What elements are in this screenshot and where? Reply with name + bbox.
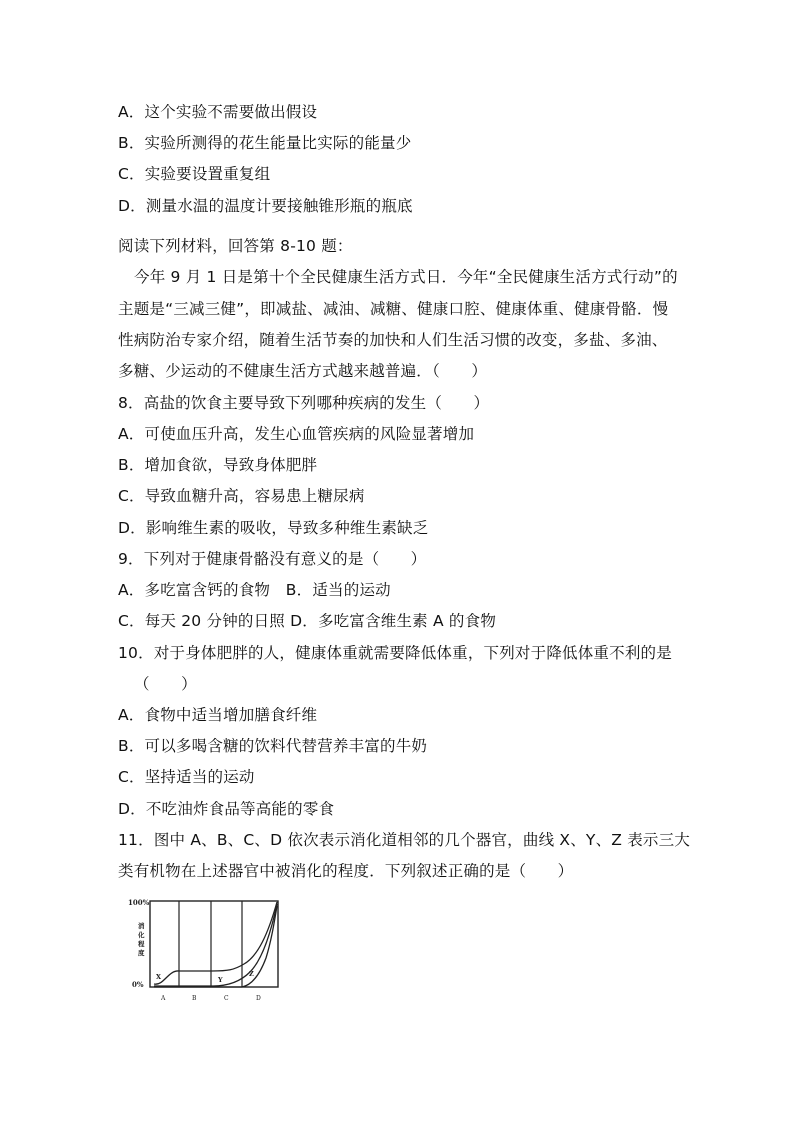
digestion-figure — [128, 894, 288, 1006]
curve-x — [154, 902, 277, 984]
q10-option-a: A．食物中适当增加膳食纤维 — [118, 706, 318, 724]
q8-option-c: C．导致血糖升高，容易患上糖尿病 — [118, 487, 365, 505]
digestion-graph — [128, 894, 288, 1006]
q8-option-d: D．影响维生素的吸收，导致多种维生素缺乏 — [118, 519, 429, 537]
curve-label-y: Y — [218, 976, 223, 984]
y-top-label: 100% — [128, 898, 150, 907]
curve-label-z: Z — [249, 970, 254, 978]
x-label-c: C — [224, 995, 229, 1002]
q10-stem-line-1: 10．对于身体肥胖的人，健康体重就需要降低体重，下列对于降低体重不利的是 — [118, 644, 672, 662]
q10-option-c: C．坚持适当的运动 — [118, 768, 255, 786]
y-axis-title-2: 化 — [138, 931, 145, 939]
material-line-4: 多糖、少运动的不健康生活方式越来越普遍．（ ） — [118, 362, 488, 380]
q10-option-d: D．不吃油炸食品等高能的零食 — [118, 800, 335, 818]
x-label-d: D — [256, 995, 261, 1002]
q9-stem: 9．下列对于健康骨骼没有意义的是（ ） — [118, 550, 427, 568]
q9-options-row-1: A．多吃富含钙的食物 B．适当的运动 — [118, 581, 391, 599]
material-line-3: 性病防治专家介绍，随着生活节奏的加快和人们生活习惯的改变，多盐、多油、 — [118, 331, 668, 349]
q7-option-c: C．实验要设置重复组 — [118, 165, 271, 183]
x-label-a: A — [161, 995, 166, 1002]
curve-z — [154, 906, 277, 987]
q8-option-b: B．增加食欲，导致身体肥胖 — [118, 456, 318, 474]
q10-stem-line-2: （ ） — [134, 675, 197, 693]
curve-label-x: X — [156, 973, 162, 981]
q11-stem-line-2: 类有机物在上述器官中被消化的程度．下列叙述正确的是（ ） — [118, 862, 574, 880]
q7-option-a: A．这个实验不需要做出假设 — [118, 103, 318, 121]
material-intro: 阅读下列材料，回答第 8-10 题： — [118, 237, 353, 255]
y-bottom-label: 0% — [132, 980, 144, 989]
y-axis-title-1: 消 — [138, 922, 145, 930]
q7-option-b: B．实验所测得的花生能量比实际的能量少 — [118, 134, 412, 152]
q11-stem-line-1: 11．图中 A、B、C、D 依次表示消化道相邻的几个器官，曲线 X、Y、Z 表示三大 — [118, 831, 691, 849]
y-axis-title-4: 度 — [138, 949, 145, 957]
q10-option-b: B．可以多喝含糖的饮料代替营养丰富的牛奶 — [118, 737, 428, 755]
material-line-1: 今年 9 月 1 日是第十个全民健康生活方式日．今年“全民健康生活方式行动”的 — [134, 268, 678, 286]
material-line-2: 主题是“三减三健”，即减盐、减油、减糖、健康口腔、健康体重、健康骨骼．慢 — [118, 300, 669, 318]
q7-option-d: D．测量水温的温度计要接触锥形瓶的瓶底 — [118, 197, 413, 215]
x-label-b: B — [192, 995, 197, 1002]
y-axis-title-3: 程 — [138, 940, 145, 948]
q8-option-a: A．可使血压升高，发生心血管疾病的风险显著增加 — [118, 425, 475, 443]
q9-options-row-2: C．每天 20 分钟的日照 D．多吃富含维生素 A 的食物 — [118, 612, 497, 630]
q8-stem: 8．高盐的饮食主要导致下列哪种疾病的发生（ ） — [118, 394, 490, 412]
